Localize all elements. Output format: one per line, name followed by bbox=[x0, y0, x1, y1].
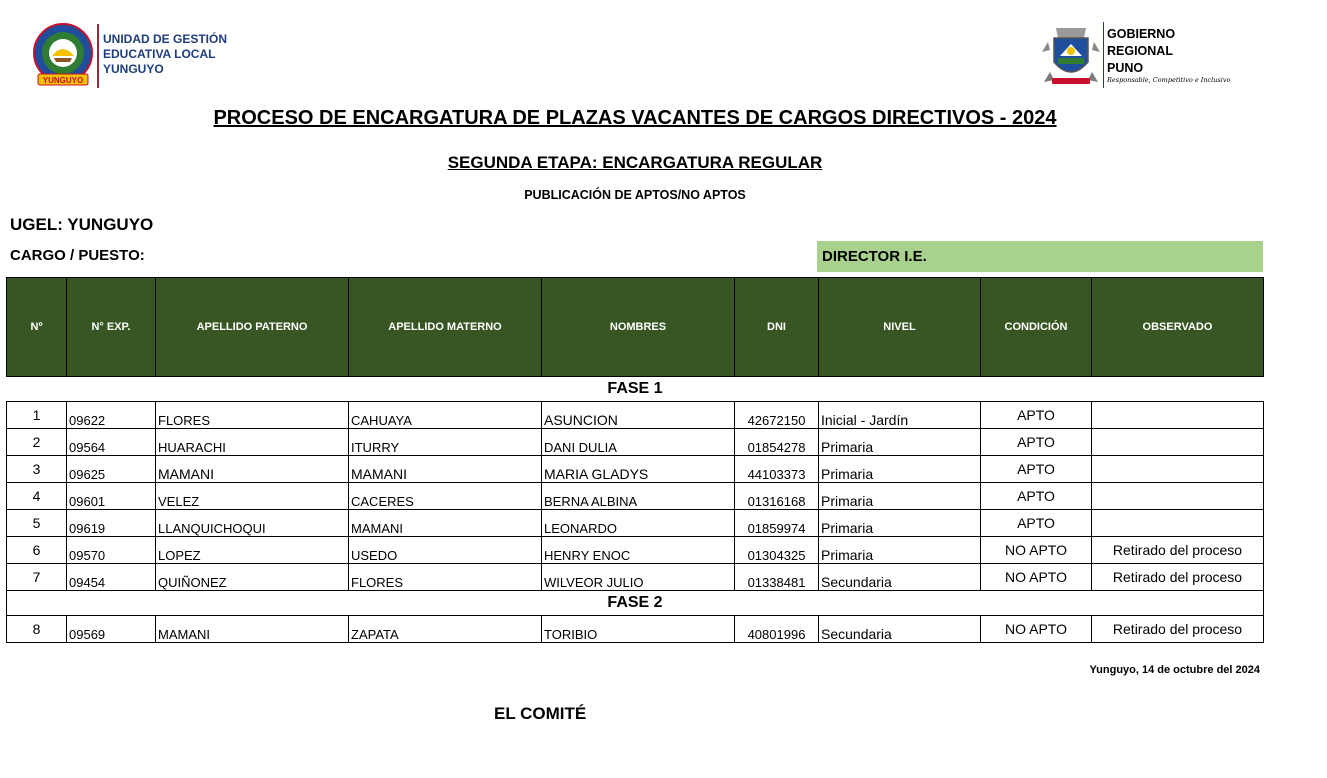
cell-paterno: FLORES bbox=[156, 402, 349, 429]
right-org-line-3: PUNO bbox=[1107, 61, 1144, 75]
cell-observado bbox=[1092, 402, 1264, 429]
cargo-value: DIRECTOR I.E. bbox=[817, 241, 1263, 272]
cell-dni: 01859974 bbox=[735, 510, 819, 537]
cell-paterno: LOPEZ bbox=[156, 537, 349, 564]
cell-dni: 01316168 bbox=[735, 483, 819, 510]
cell-nivel: Primaria bbox=[819, 537, 981, 564]
cell-exp: 09454 bbox=[67, 564, 156, 591]
cell-materno: USEDO bbox=[349, 537, 542, 564]
cell-dni: 42672150 bbox=[735, 402, 819, 429]
header-nivel: NIVEL bbox=[819, 278, 981, 377]
cell-nombres: BERNA ALBINA bbox=[542, 483, 735, 510]
header-observado: OBSERVADO bbox=[1092, 278, 1264, 377]
table-row bbox=[7, 483, 1264, 510]
table-row bbox=[7, 429, 1264, 456]
header-nombres: NOMBRES bbox=[542, 278, 735, 377]
cell-paterno: LLANQUICHOQUI bbox=[156, 510, 349, 537]
cell-paterno: MAMANI bbox=[156, 616, 349, 643]
cell-paterno: QUIÑONEZ bbox=[156, 564, 349, 591]
cell-number: 5 bbox=[7, 510, 67, 537]
table-row bbox=[7, 510, 1264, 537]
header-divider-right bbox=[1103, 22, 1104, 88]
cell-observado: Retirado del proceso bbox=[1092, 537, 1264, 564]
cell-nivel: Secundaria bbox=[819, 616, 981, 643]
cell-observado: Retirado del proceso bbox=[1092, 616, 1264, 643]
cell-nombres: HENRY ENOC bbox=[542, 537, 735, 564]
right-motto: Responsable, Competitivo e Inclusivo bbox=[1107, 76, 1231, 84]
right-org-line-2: REGIONAL bbox=[1107, 44, 1173, 58]
cell-materno: MAMANI bbox=[349, 456, 542, 483]
right-organization-name bbox=[1107, 26, 1175, 77]
cell-exp: 09619 bbox=[67, 510, 156, 537]
cell-condicion: APTO bbox=[981, 483, 1092, 510]
cell-materno: CACERES bbox=[349, 483, 542, 510]
cell-exp: 09564 bbox=[67, 429, 156, 456]
cell-condicion: NO APTO bbox=[981, 564, 1092, 591]
table-row bbox=[7, 616, 1264, 643]
table-header-row bbox=[7, 278, 1264, 377]
document-title: PROCESO DE ENCARGATURA DE PLAZAS VACANTES DE CARGOS DIRECTIVOS - 2024 bbox=[213, 107, 1057, 129]
cell-nombres: TORIBIO bbox=[542, 616, 735, 643]
cell-nivel: Primaria bbox=[819, 483, 981, 510]
phase-row bbox=[7, 591, 1264, 616]
cell-condicion: APTO bbox=[981, 510, 1092, 537]
cell-nombres: LEONARDO bbox=[542, 510, 735, 537]
cargo-label: CARGO / PUESTO: bbox=[10, 247, 145, 264]
cell-number: 6 bbox=[7, 537, 67, 564]
stage-title: SEGUNDA ETAPA: ENCARGATURA REGULAR bbox=[447, 153, 823, 172]
cell-observado bbox=[1092, 429, 1264, 456]
header-divider-left bbox=[97, 24, 99, 88]
cell-nombres: ASUNCION bbox=[542, 402, 735, 429]
cell-nivel: Secundaria bbox=[819, 564, 981, 591]
cell-dni: 01304325 bbox=[735, 537, 819, 564]
cell-nivel: Inicial - Jardín bbox=[819, 402, 981, 429]
table-row bbox=[7, 456, 1264, 483]
cell-condicion: APTO bbox=[981, 429, 1092, 456]
cell-exp: 09625 bbox=[67, 456, 156, 483]
cell-number: 2 bbox=[7, 429, 67, 456]
left-org-line-3: YUNGUYO bbox=[103, 62, 164, 76]
cell-exp: 09601 bbox=[67, 483, 156, 510]
cell-observado bbox=[1092, 510, 1264, 537]
committee-signature: EL COMITÉ bbox=[494, 704, 587, 723]
cell-materno: ZAPATA bbox=[349, 616, 542, 643]
right-org-line-1: GOBIERNO bbox=[1107, 27, 1176, 41]
table-row bbox=[7, 537, 1264, 564]
header-condicion: CONDICIÓN bbox=[981, 278, 1092, 377]
cell-paterno: MAMANI bbox=[156, 456, 349, 483]
cell-observado bbox=[1092, 483, 1264, 510]
cell-exp: 09622 bbox=[67, 402, 156, 429]
cell-paterno: VELEZ bbox=[156, 483, 349, 510]
header-apellido-materno: APELLIDO MATERNO bbox=[349, 278, 542, 377]
publication-date: Yunguyo, 14 de octubre del 2024 bbox=[1089, 664, 1260, 676]
cell-dni: 01854278 bbox=[735, 429, 819, 456]
results-table bbox=[6, 277, 1264, 643]
cell-exp: 09570 bbox=[67, 537, 156, 564]
cell-nombres: DANI DULIA bbox=[542, 429, 735, 456]
cell-exp: 09569 bbox=[67, 616, 156, 643]
cell-condicion: APTO bbox=[981, 402, 1092, 429]
cell-paterno: HUARACHI bbox=[156, 429, 349, 456]
cell-condicion: NO APTO bbox=[981, 616, 1092, 643]
left-org-line-2: EDUCATIVA LOCAL bbox=[103, 47, 216, 61]
cell-dni: 44103373 bbox=[735, 456, 819, 483]
cell-dni: 01338481 bbox=[735, 564, 819, 591]
header-apellido-paterno: APELLIDO PATERNO bbox=[156, 278, 349, 377]
cell-number: 8 bbox=[7, 616, 67, 643]
table-row bbox=[7, 402, 1264, 429]
cell-nivel: Primaria bbox=[819, 429, 981, 456]
gobierno-regional-puno-crest bbox=[1040, 22, 1102, 88]
cell-nivel: Primaria bbox=[819, 456, 981, 483]
ugel-yunguyo-logo bbox=[30, 22, 96, 88]
ugel-label: UGEL: YUNGUYO bbox=[10, 215, 154, 234]
phase-label: FASE 1 bbox=[7, 377, 1264, 402]
cell-number: 3 bbox=[7, 456, 67, 483]
left-org-line-1: UNIDAD DE GESTIÓN bbox=[103, 32, 228, 46]
header-number: Nº bbox=[7, 278, 67, 377]
header-exp: N° EXP. bbox=[67, 278, 156, 377]
cell-number: 7 bbox=[7, 564, 67, 591]
cell-materno: MAMANI bbox=[349, 510, 542, 537]
publication-subtitle: PUBLICACIÓN DE APTOS/NO APTOS bbox=[524, 188, 746, 202]
cell-number: 4 bbox=[7, 483, 67, 510]
cell-nombres: WILVEOR JULIO bbox=[542, 564, 735, 591]
cell-observado bbox=[1092, 456, 1264, 483]
table-row bbox=[7, 564, 1264, 591]
cell-materno: FLORES bbox=[349, 564, 542, 591]
left-logo-text: YUNGUYO bbox=[42, 76, 84, 85]
cell-materno: ITURRY bbox=[349, 429, 542, 456]
phase-row bbox=[7, 377, 1264, 402]
cell-materno: CAHUAYA bbox=[349, 402, 542, 429]
phase-label: FASE 2 bbox=[7, 591, 1264, 616]
cell-condicion: APTO bbox=[981, 456, 1092, 483]
cell-observado: Retirado del proceso bbox=[1092, 564, 1264, 591]
cell-nivel: Primaria bbox=[819, 510, 981, 537]
header-dni: DNI bbox=[735, 278, 819, 377]
cell-dni: 40801996 bbox=[735, 616, 819, 643]
cell-number: 1 bbox=[7, 402, 67, 429]
cell-nombres: MARIA GLADYS bbox=[542, 456, 735, 483]
left-organization-name bbox=[103, 32, 227, 77]
cell-condicion: NO APTO bbox=[981, 537, 1092, 564]
